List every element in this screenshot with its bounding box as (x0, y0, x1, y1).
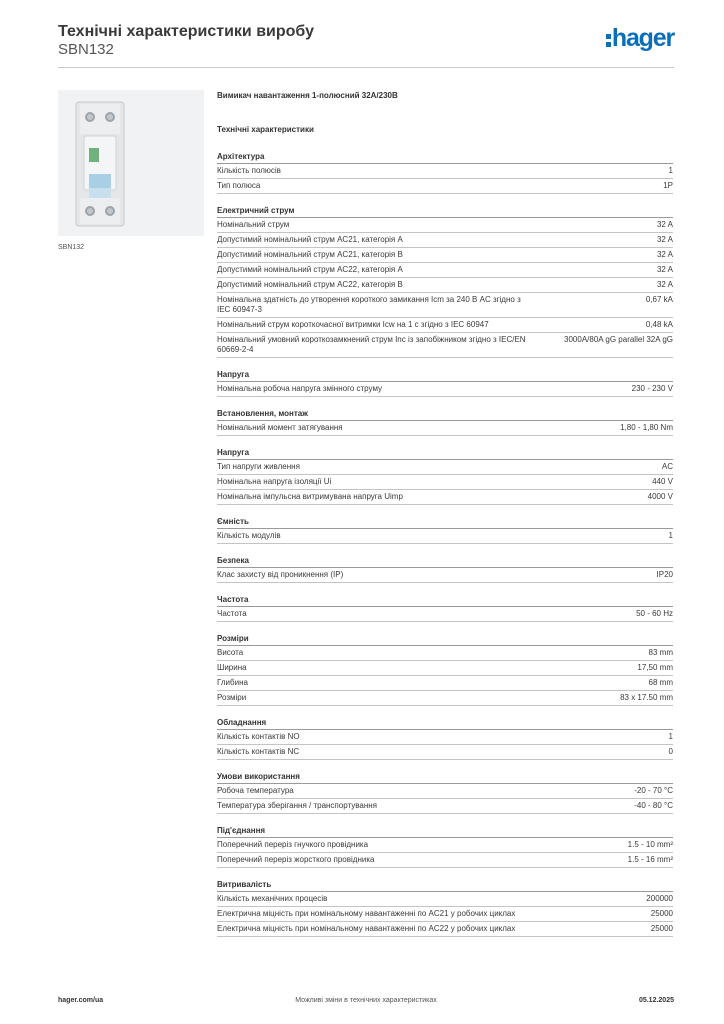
spec-label: Електрична міцність при номінальному навантаженні по AC22 у робочих циклах (217, 924, 516, 933)
spec-row (217, 784, 673, 799)
spec-row (217, 248, 673, 263)
spec-row (217, 460, 673, 475)
footer-date: 05.12.2025 (638, 997, 674, 1004)
section-heading: Розміри (217, 632, 673, 646)
spec-label: Допустимий номінальний струм AC21, категорія B (217, 250, 403, 259)
spec-label: Глибина (217, 678, 248, 687)
section-heading: Напруга (217, 368, 673, 382)
spec-value: 3000A/80A gG parallel 32A gG (564, 335, 673, 344)
spec-label: Тип напруги живлення (217, 462, 300, 471)
image-caption: SBN132 (58, 244, 85, 251)
spec-row (217, 278, 673, 293)
spec-row (217, 892, 673, 907)
spec-value: 0,48 kA (645, 320, 673, 329)
spec-section (217, 878, 673, 937)
spec-value: 32 A (656, 250, 673, 259)
spec-section (217, 593, 673, 622)
spec-label: Номінальний струм короткочасної витримки Icw на 1 с згідно з IEC 60947 (217, 320, 489, 329)
spec-label: Розміри (217, 693, 247, 702)
spec-value: AC (661, 462, 673, 471)
spec-label: Висота (217, 648, 244, 657)
spec-value: 0,67 kA (645, 295, 673, 304)
section-heading: Ємність (217, 515, 673, 529)
section-heading: Електричний струм (217, 204, 673, 218)
spec-label: Частота (217, 609, 247, 618)
spec-label: Кількість модулів (217, 531, 281, 540)
footer-notice: Можливі зміни в технічних характеристиках (295, 997, 437, 1004)
spec-row (217, 529, 673, 544)
spec-value: 32 A (656, 235, 673, 244)
spec-label: Кількість контактів NO (217, 732, 300, 741)
section-heading: Напруга (217, 446, 673, 460)
spec-label: Температура зберігання / транспортування (217, 801, 378, 810)
spec-row (217, 661, 673, 676)
spec-row (217, 838, 673, 853)
spec-value: -20 - 70 °C (634, 786, 673, 795)
page-header (58, 20, 674, 68)
spec-row (217, 745, 673, 760)
spec-value: 83 x 17.50 mm (620, 693, 673, 702)
spec-row (217, 318, 673, 333)
spec-section (217, 632, 673, 706)
product-image (58, 90, 204, 236)
spec-section (217, 368, 673, 397)
section-heading: Частота (217, 593, 673, 607)
spec-label: Номінальна робоча напруга змінного струму (217, 384, 383, 393)
spec-label: Номінальний умовний короткозамкнений струм Inc із запобіжником згідно з IEC/EN 60669-2-4 (217, 335, 526, 354)
spec-value: 83 mm (648, 648, 673, 657)
spec-row (217, 263, 673, 278)
footer-website-link[interactable]: hager.com/ua (58, 997, 104, 1004)
spec-label: Допустимий номінальний струм AC21, категорія A (217, 235, 403, 244)
spec-row (217, 646, 673, 661)
spec-label: Кількість механічних процесів (217, 894, 328, 903)
spec-label: Робоча температура (217, 786, 294, 795)
spec-value: 25000 (650, 924, 673, 933)
spec-row (217, 922, 673, 937)
spec-value: 1.5 - 16 mm² (627, 855, 673, 864)
spec-section (217, 407, 673, 436)
spec-label: Номінальний момент затягування (217, 423, 343, 432)
spec-row (217, 218, 673, 233)
section-heading: Умови використання (217, 770, 673, 784)
spec-label: Ширина (217, 663, 247, 672)
spec-label: Поперечний переріз гнучкого провідника (217, 840, 369, 849)
spec-value: 1.5 - 10 mm² (627, 840, 673, 849)
spec-sections (217, 150, 673, 937)
section-heading: Під'єднання (217, 824, 673, 838)
spec-content (217, 90, 673, 937)
spec-value: 50 - 60 Hz (636, 609, 673, 618)
spec-row (217, 179, 673, 194)
section-heading: Безпека (217, 554, 673, 568)
logo-mark-icon (606, 34, 611, 47)
switch-illustration-icon (58, 90, 204, 236)
spec-label: Допустимий номінальний струм AC22, категорія A (217, 265, 403, 274)
spec-value: 1,80 - 1,80 Nm (620, 423, 673, 432)
spec-value: -40 - 80 °C (634, 801, 673, 810)
spec-value: 230 - 230 V (631, 384, 673, 393)
product-title: Вимикач навантаження 1-полюсний 32А/230В (217, 91, 398, 100)
spec-value: 0 (668, 747, 673, 756)
spec-row (217, 853, 673, 868)
spec-row (217, 382, 673, 397)
spec-value: 1 (668, 531, 673, 540)
spec-label: Кількість полюсів (217, 166, 281, 175)
spec-value: 1P (663, 181, 673, 190)
spec-row (217, 475, 673, 490)
spec-value: 32 A (656, 220, 673, 229)
spec-label: Номінальна напруга ізоляції Ui (217, 477, 332, 486)
spec-section (217, 515, 673, 544)
section-heading: Витривалість (217, 878, 673, 892)
spec-label: Номінальний струм (217, 220, 290, 229)
spec-row (217, 730, 673, 745)
spec-row (217, 164, 673, 179)
spec-value: 4000 V (647, 492, 673, 501)
spec-label: Номінальна здатність до утворення короткого замикання Icm за 240 В AC згідно з IEC 60947-3 (217, 295, 521, 314)
spec-section (217, 824, 673, 868)
spec-row (217, 333, 673, 358)
tech-heading: Технічні характеристики (217, 125, 314, 134)
spec-value: 68 mm (648, 678, 673, 687)
spec-row (217, 676, 673, 691)
spec-row (217, 421, 673, 436)
spec-value: IP20 (656, 570, 673, 579)
spec-label: Допустимий номінальний струм AC22, категорія B (217, 280, 403, 289)
section-heading: Обладнання (217, 716, 673, 730)
spec-row (217, 691, 673, 706)
page-title: Технічні характеристики виробу (58, 23, 314, 40)
spec-row (217, 607, 673, 622)
spec-label: Електрична міцність при номінальному навантаженні по AC21 у робочих циклах (217, 909, 516, 918)
section-heading: Архітектура (217, 150, 673, 164)
spec-section (217, 716, 673, 760)
spec-value: 32 A (656, 265, 673, 274)
spec-section (217, 204, 673, 358)
product-code: SBN132 (58, 41, 114, 58)
logo-wordmark: hager (611, 24, 674, 52)
spec-section (217, 770, 673, 814)
spec-label: Тип полюса (217, 181, 261, 190)
spec-label: Номінальна імпульсна витримувана напруга Uimp (217, 492, 403, 501)
spec-row (217, 799, 673, 814)
spec-section (217, 554, 673, 583)
spec-value: 17,50 mm (637, 663, 673, 672)
spec-row (217, 907, 673, 922)
spec-row (217, 568, 673, 583)
spec-value: 1 (668, 732, 673, 741)
spec-value: 32 A (656, 280, 673, 289)
spec-row (217, 293, 673, 318)
spec-label: Кількість контактів NC (217, 747, 300, 756)
spec-section (217, 446, 673, 505)
spec-label: Поперечний переріз жорсткого провідника (217, 855, 375, 864)
spec-value: 200000 (646, 894, 673, 903)
spec-row (217, 490, 673, 505)
spec-label: Клас захисту від проникнення (IP) (217, 570, 344, 579)
spec-value: 1 (668, 166, 673, 175)
section-heading: Встановлення, монтаж (217, 407, 673, 421)
spec-value: 25000 (650, 909, 673, 918)
spec-section (217, 150, 673, 194)
spec-value: 440 V (652, 477, 673, 486)
hager-logo (606, 26, 674, 51)
spec-row (217, 233, 673, 248)
